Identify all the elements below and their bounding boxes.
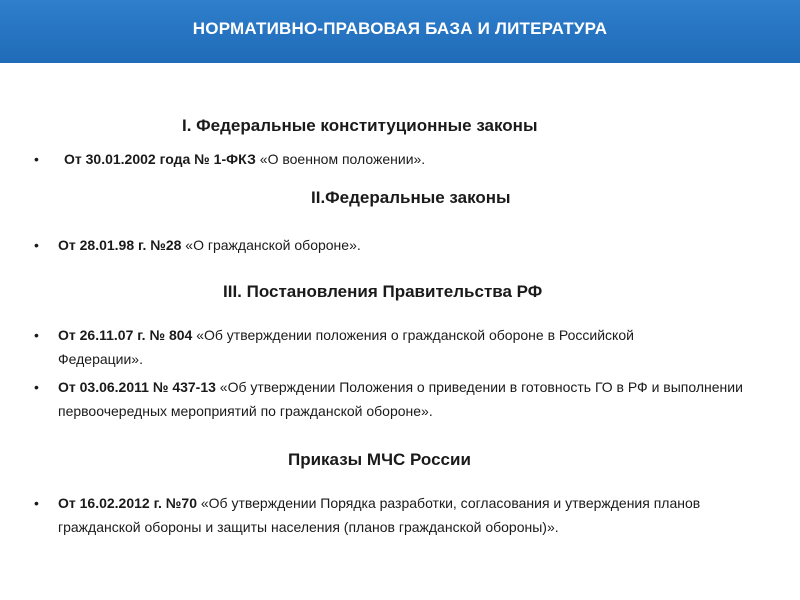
item-title: «Об утверждении Порядка разработки, согласования и утверждения планов гражданской обороны и защиты населения (планов гражданской обороны)». bbox=[58, 495, 701, 535]
section-heading-3: III. Постановления Правительства РФ bbox=[223, 282, 543, 301]
item-date-number: От 16.02.2012 г. №70 bbox=[58, 495, 197, 511]
item-title: «О гражданской обороне». bbox=[181, 237, 361, 253]
item-title: «Об утверждении Положения о приведении в готовность ГО в РФ и выполнении первоочередных мероприятий по гражданской обороне». bbox=[58, 379, 743, 419]
bullet-icon: • bbox=[34, 495, 39, 511]
bullet-icon: • bbox=[34, 237, 39, 253]
item-date-number: От 28.01.98 г. №28 bbox=[58, 237, 182, 253]
item-date-number: От 03.06.2011 № 437-13 bbox=[58, 379, 216, 395]
list-item bbox=[64, 147, 784, 171]
list-item bbox=[58, 491, 728, 539]
list-item bbox=[58, 375, 748, 423]
item-title: «О военном положении». bbox=[255, 151, 426, 167]
list-item bbox=[58, 233, 778, 257]
section-heading-2: II.Федеральные законы bbox=[311, 188, 511, 207]
bullet-icon: • bbox=[34, 151, 39, 167]
slide-title: НОРМАТИВНО-ПРАВОВАЯ БАЗА И ЛИТЕРАТУРА bbox=[192, 19, 608, 38]
item-date-number: От 26.11.07 г. № 804 bbox=[58, 327, 193, 343]
bullet-icon: • bbox=[34, 327, 39, 343]
list-item bbox=[58, 323, 698, 371]
item-title: «Об утверждении положения о гражданской обороне в Российской Федерации». bbox=[58, 327, 634, 367]
item-date-number: От 30.01.2002 года № 1-ФКЗ bbox=[64, 151, 256, 167]
slide-header bbox=[0, 0, 800, 63]
section-heading-4: Приказы МЧС России bbox=[288, 450, 471, 469]
section-heading-1: I. Федеральные конституционные законы bbox=[182, 116, 538, 135]
bullet-icon: • bbox=[34, 379, 39, 395]
